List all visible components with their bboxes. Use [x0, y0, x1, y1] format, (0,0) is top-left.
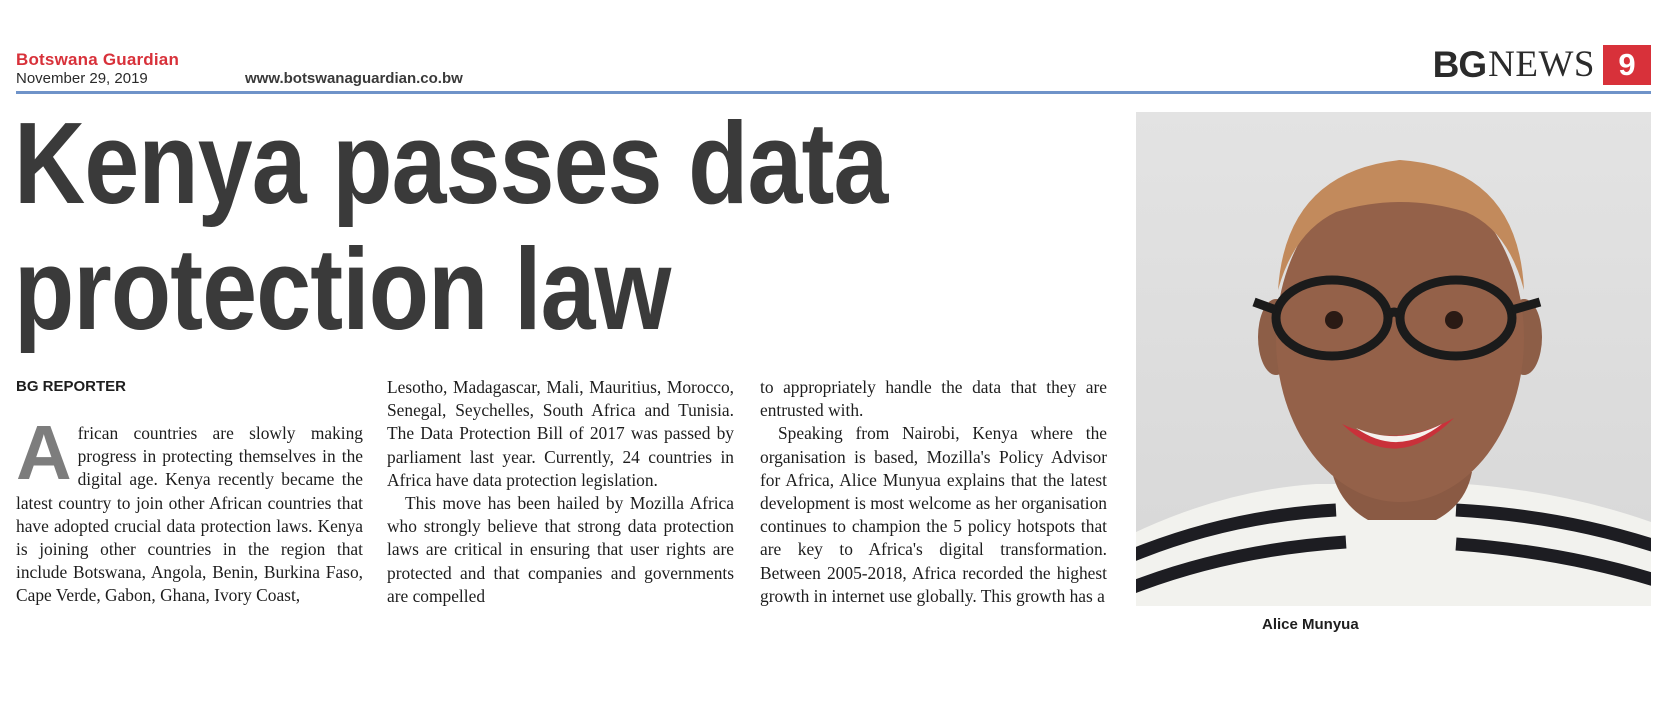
section-brand	[1433, 45, 1651, 85]
portrait-illustration	[1136, 112, 1651, 606]
section-brand-news: NEWS	[1488, 44, 1595, 85]
article-paragraph: Lesotho, Madagascar, Mali, Mauritius, Morocco, Senegal, Seychelles, South Africa and Tunisia. The Data Protection Bill of 2017 was passed by parliament last year. Currently, 24 countries in Africa have data protection legislation.	[387, 377, 734, 490]
portrait-photo	[1136, 112, 1651, 606]
article-paragraph: to appropriately handle the data that they are entrusted with.	[760, 377, 1107, 421]
article-column-3	[760, 376, 1107, 608]
article-paragraph: Speaking from Nairobi, Kenya where the organisation is based, Mozilla's Policy Advisor for Africa, Alice Munyua explains that the latest development is most welcome as her organisation continues to champion the 5 policy hotspots that are key to Africa's digital transformation. Between 2005-2018, Africa recorded the highest growth in internet use globally. This growth has a	[760, 423, 1107, 606]
article-column-2	[387, 376, 734, 608]
eye-left	[1325, 311, 1343, 329]
masthead-paper-name: Botswana Guardian	[16, 50, 180, 69]
headline	[14, 100, 958, 352]
article-paragraph: This move has been hailed by Mozilla Africa who strongly believe that strong data protection laws are critical in ensuring that user rights are protected and that companies and governments are compelled	[387, 493, 734, 606]
photo-caption: Alice Munyua	[1262, 616, 1359, 633]
byline: BG REPORTER	[16, 378, 127, 395]
masthead-date: November 29, 2019	[16, 70, 148, 87]
header-rule	[16, 91, 1651, 94]
paragraph-text: frican countries are slowly making progress in protecting themselves in the digital age. Kenya recently became the latest country to join other African countries that have adopted crucial data protection laws. Kenya is joining other countries in the region that include Botswana, Angola, Benin, Burkina Faso, Cape Verde, Gabon, Ghana, Ivory Coast,	[16, 423, 363, 606]
article-paragraph	[16, 410, 363, 608]
headline-line-1: Kenya passes data	[14, 98, 888, 228]
headline-line-2: protection law	[14, 224, 671, 354]
masthead-website[interactable]: www.botswanaguardian.co.bw	[245, 70, 463, 87]
page-number-badge: 9	[1603, 45, 1651, 85]
section-brand-bg: BG	[1432, 44, 1487, 85]
eye-right	[1445, 311, 1463, 329]
drop-cap: A	[16, 410, 72, 496]
article-column-1	[16, 410, 363, 608]
